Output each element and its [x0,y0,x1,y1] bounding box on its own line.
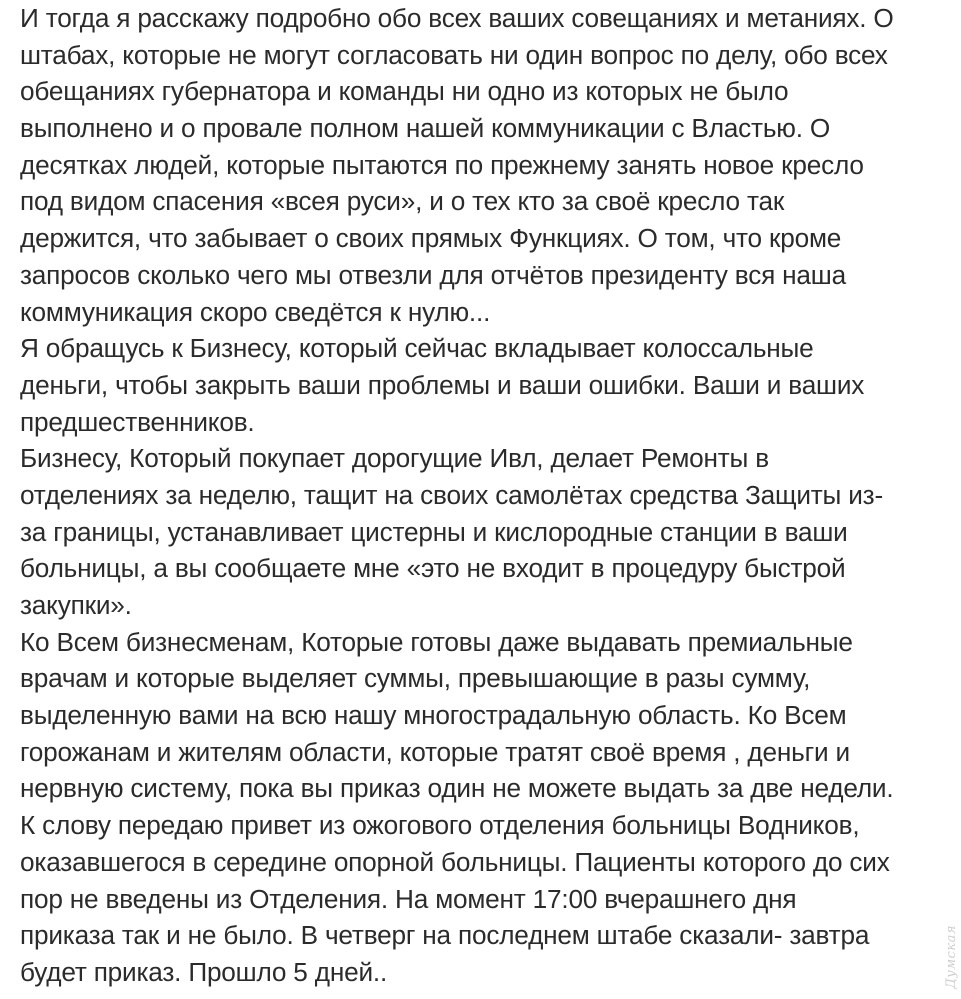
text-line: нервную систему, пока вы приказ один не можете выдать за две недели. [20,773,894,804]
text-line: запросов сколько чего мы отвезли для отчётов президенту вся наша [20,259,846,290]
text-line: штабах, которые не могут согласовать ни один вопрос по делу, обо всех [20,39,888,70]
text-line: Ко Всем бизнесменам, Которые готовы даже выдавать премиальные [20,626,853,657]
text-line: под видом спасения «всея руси», и о тех кто за своё кресло так [20,186,785,217]
post-text [20,0,960,991]
text-line: держится, что забывает о своих прямых Функциях. О том, что кроме [20,223,842,254]
text-line: больницы, а вы сообщаете мне «это не входит в процедуру быстрой [20,553,846,584]
watermark: Думская [944,925,959,989]
text-line: Бизнесу, Который покупает дорогущие Ивл, делает Ремонты в [20,443,769,474]
text-line: за границы, устанавливает цистерны и кислородные станции в ваши [20,516,848,547]
text-line: И тогда я расскажу подробно обо всех ваших совещаниях и метаниях. О [20,3,894,33]
text-line: выполнено и о провале полном нашей коммуникации с Властью. О [20,113,831,144]
text-line: обещаниях губернатора и команды ни одно из которых не было [20,76,789,107]
text-line: предшественников. [20,406,255,437]
text-line: Я обращусь к Бизнесу, который сейчас вкладывает колоссальные [20,333,814,364]
text-line: отделениях за неделю, тащит на своих самолётах средства Защиты из- [20,479,884,510]
text-line: горожанам и жителям области, которые тратят своё время , деньги и [20,736,850,767]
text-line: приказа так и не было. В четверг на последнем штабе сказали- завтра [20,920,870,951]
text-line: будет приказ. Прошло 5 дней.. [20,956,388,987]
text-line: оказавшегося в середине опорной больницы. Пациенты которого до сих [20,846,890,877]
text-line: деньги, чтобы закрыть ваши проблемы и ваши ошибки. Ваши и ваших [20,369,865,400]
text-line: врачам и которые выделяет суммы, превышающие в разы сумму, [20,663,811,694]
text-line: пор не введены из Отделения. На момент 17:00 вчерашнего дня [20,883,797,914]
text-line: закупки». [20,590,132,620]
text-line: выделенную вами на всю нашу многострадальную область. Ко Всем [20,700,847,731]
text-line: К слову передаю привет из ожогового отделения больницы Водников, [20,810,860,841]
text-line: коммуникация скоро сведётся к нулю... [20,296,491,327]
text-line: десятках людей, которые пытаются по прежнему занять новое кресло [20,149,864,180]
